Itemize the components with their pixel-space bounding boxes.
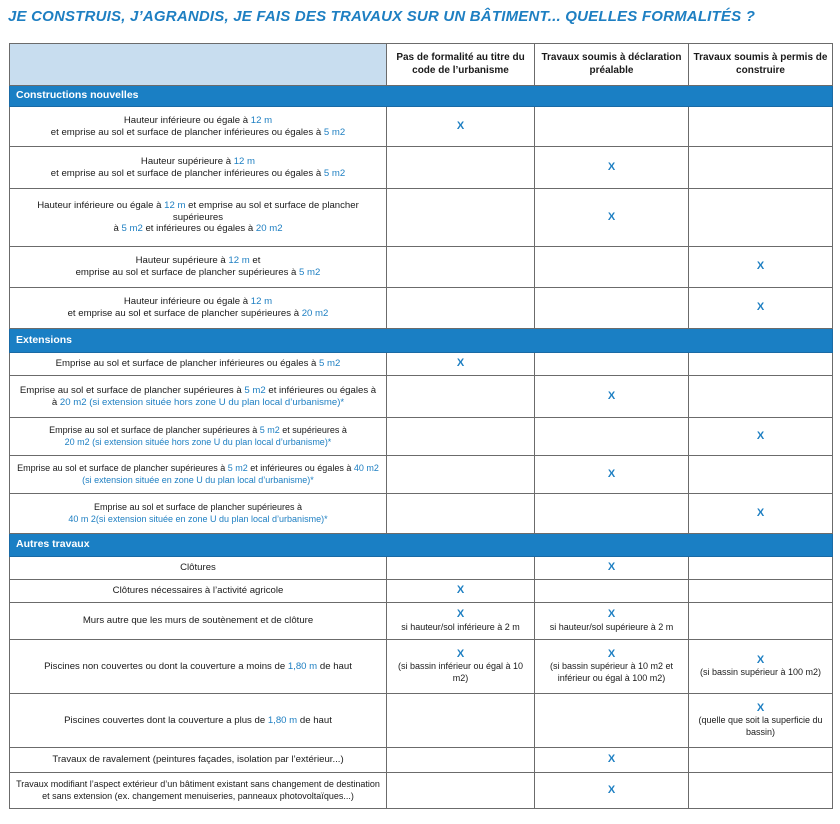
cell-declaration: X [535, 557, 689, 580]
table-row [10, 773, 833, 809]
cell-declaration: X si hauteur/sol supérieure à 2 m [535, 603, 689, 640]
row-description: Hauteur inférieure ou égale à 12 m et emprise au sol et surface de plancher supérieures à 5 m2 et inférieures ou égales à 20 m2 [10, 189, 387, 247]
row-description: Murs autre que les murs de soutènement et de clôture [10, 603, 387, 640]
section-row [10, 534, 833, 557]
header-no-formality: Pas de formalité au titre du code de l’urbanisme [387, 44, 535, 86]
cell-no-formality [387, 557, 535, 580]
cell-permis [689, 107, 833, 147]
row-description: Hauteur supérieure à 12 m et emprise au sol et surface de plancher inférieures ou égales à 5 m2 [10, 147, 387, 189]
cell-declaration: X [535, 456, 689, 494]
row-description: Clôtures [10, 557, 387, 580]
table-row [10, 580, 833, 603]
cell-no-formality: X [387, 580, 535, 603]
header-permis: Travaux soumis à permis de construire [689, 44, 833, 86]
cell-permis [689, 580, 833, 603]
cell-no-formality [387, 694, 535, 748]
cell-no-formality [387, 773, 535, 809]
cell-permis: X (si bassin supérieur à 100 m2) [689, 640, 833, 694]
row-description: Travaux de ravalement (peintures façades, isolation par l’extérieur...) [10, 748, 387, 773]
table-row [10, 247, 833, 288]
header-blank-cell [10, 44, 387, 86]
cell-no-formality [387, 376, 535, 418]
row-description: Hauteur supérieure à 12 m et emprise au sol et surface de plancher supérieures à 5 m2 [10, 247, 387, 288]
cell-declaration [535, 288, 689, 329]
table-row [10, 288, 833, 329]
page-title: JE CONSTRUIS, J’AGRANDIS, JE FAIS DES TRAVAUX SUR UN BÂTIMENT... QUELLES FORMALITÉS ? [8, 8, 756, 25]
cell-no-formality [387, 494, 535, 534]
table-row [10, 748, 833, 773]
table-row [10, 557, 833, 580]
cell-no-formality [387, 418, 535, 456]
cell-no-formality [387, 147, 535, 189]
cell-declaration [535, 494, 689, 534]
cell-declaration: X [535, 773, 689, 809]
row-description: Travaux modifiant l’aspect extérieur d’un bâtiment existant sans changement de destination et sans extension (ex. changement menuiseries, panneaux photovoltaïques...) [10, 773, 387, 809]
cell-no-formality: X (si bassin inférieur ou égal à 10 m2) [387, 640, 535, 694]
section-row [10, 86, 833, 107]
cell-declaration [535, 107, 689, 147]
table-row [10, 494, 833, 534]
table-row [10, 147, 833, 189]
cell-declaration: X (si bassin supérieur à 10 m2 et inférieur ou égal à 100 m2) [535, 640, 689, 694]
section-autres: Autres travaux [10, 534, 833, 557]
table-row [10, 456, 833, 494]
table-row [10, 418, 833, 456]
cell-declaration: X [535, 748, 689, 773]
cell-permis [689, 557, 833, 580]
cell-permis [689, 456, 833, 494]
formalities-table [9, 43, 833, 809]
cell-no-formality [387, 288, 535, 329]
cell-declaration: X [535, 147, 689, 189]
cell-permis [689, 353, 833, 376]
row-description: Emprise au sol et surface de plancher supérieures à 40 m 2(si extension située en zone U du plan local d’urbanisme)* [10, 494, 387, 534]
row-description: Hauteur inférieure ou égale à 12 m et emprise au sol et surface de plancher inférieures ou égales à 5 m2 [10, 107, 387, 147]
row-description: Emprise au sol et surface de plancher supérieures à 5 m2 et supérieures à 20 m2 (si extension située hors zone U du plan local d’urbanisme)* [10, 418, 387, 456]
cell-no-formality: X [387, 353, 535, 376]
row-description: Emprise au sol et surface de plancher supérieures à 5 m2 et inférieures ou égales à à 20 m2 (si extension située hors zone U du plan local d’urbanisme)* [10, 376, 387, 418]
cell-no-formality [387, 456, 535, 494]
table-row [10, 640, 833, 694]
cell-declaration: X [535, 189, 689, 247]
table-row [10, 353, 833, 376]
table-row [10, 603, 833, 640]
table-row [10, 107, 833, 147]
header-declaration: Travaux soumis à déclaration préalable [535, 44, 689, 86]
cell-permis: X [689, 247, 833, 288]
cell-permis: X [689, 494, 833, 534]
row-description: Emprise au sol et surface de plancher inférieures ou égales à 5 m2 [10, 353, 387, 376]
cell-declaration [535, 418, 689, 456]
cell-no-formality [387, 247, 535, 288]
cell-permis: X [689, 288, 833, 329]
row-description: Piscines non couvertes ou dont la couverture a moins de 1,80 m de haut [10, 640, 387, 694]
table-row [10, 376, 833, 418]
cell-permis [689, 603, 833, 640]
cell-no-formality [387, 189, 535, 247]
row-description: Emprise au sol et surface de plancher supérieures à 5 m2 et inférieures ou égales à 40 m2 (si extension située en zone U du plan local d’urbanisme)* [10, 456, 387, 494]
cell-permis: X (quelle que soit la superficie du bassin) [689, 694, 833, 748]
table-row [10, 694, 833, 748]
cell-permis [689, 189, 833, 247]
section-constructions: Constructions nouvelles [10, 86, 833, 107]
cell-permis: X [689, 418, 833, 456]
section-row [10, 329, 833, 353]
cell-permis [689, 376, 833, 418]
cell-declaration [535, 580, 689, 603]
table-row [10, 189, 833, 247]
cell-no-formality: X si hauteur/sol inférieure à 2 m [387, 603, 535, 640]
header-row [10, 44, 833, 86]
cell-declaration [535, 247, 689, 288]
cell-permis [689, 773, 833, 809]
cell-permis [689, 748, 833, 773]
cell-declaration [535, 353, 689, 376]
section-extensions: Extensions [10, 329, 833, 353]
row-description: Piscines couvertes dont la couverture a plus de 1,80 m de haut [10, 694, 387, 748]
cell-declaration: X [535, 376, 689, 418]
cell-declaration [535, 694, 689, 748]
cell-no-formality: X [387, 107, 535, 147]
row-description: Clôtures nécessaires à l’activité agricole [10, 580, 387, 603]
cell-permis [689, 147, 833, 189]
cell-no-formality [387, 748, 535, 773]
row-description: Hauteur inférieure ou égale à 12 m et emprise au sol et surface de plancher supérieures à 20 m2 [10, 288, 387, 329]
